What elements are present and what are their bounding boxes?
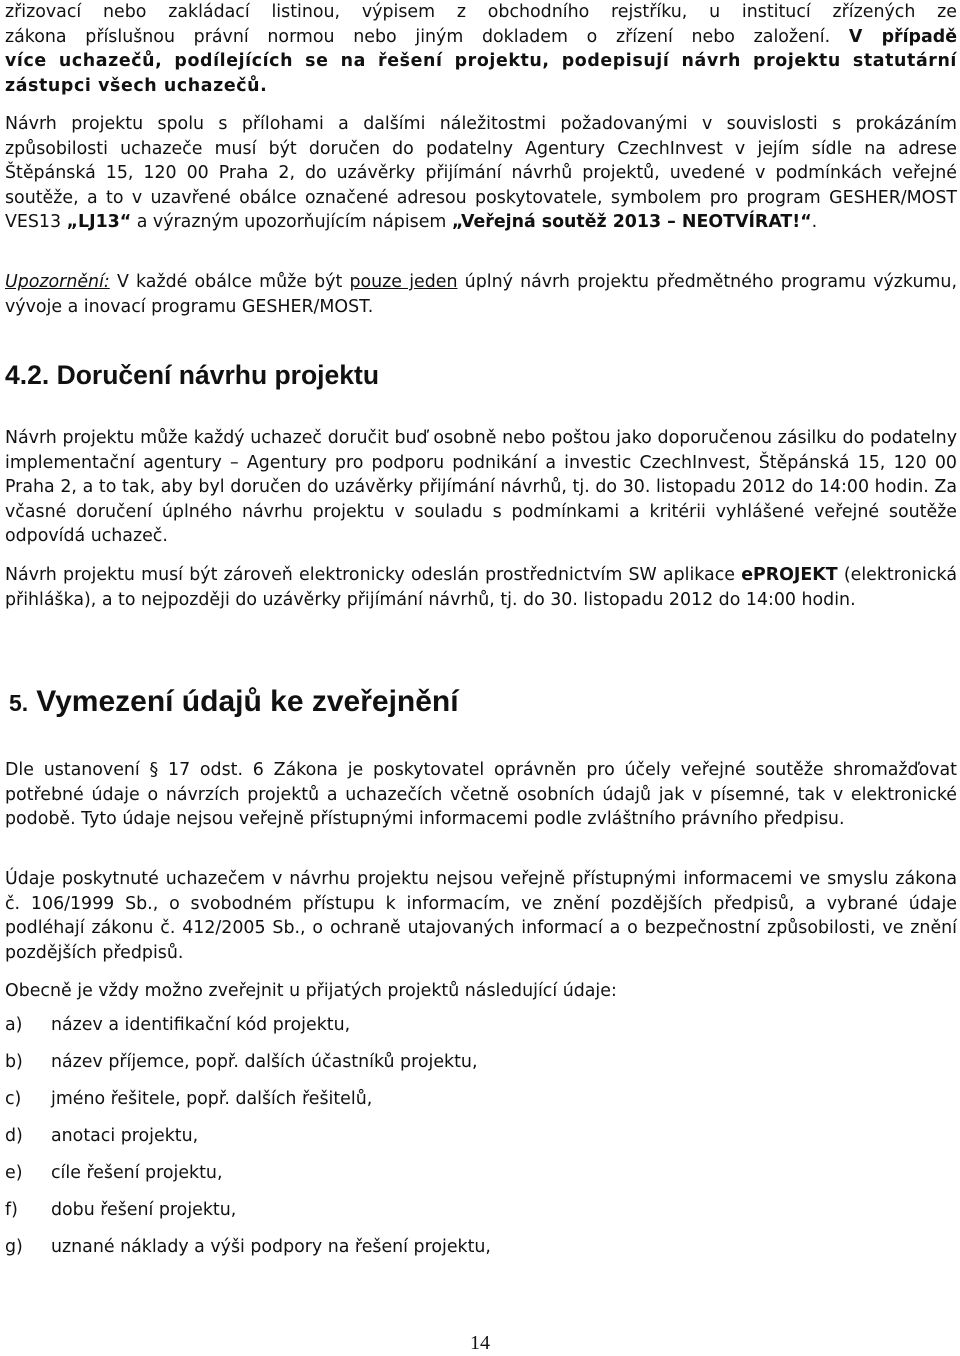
list-item-text: uznané náklady a výši podpory na řešení projektu, bbox=[51, 1237, 491, 1257]
list-item bbox=[5, 1235, 491, 1260]
list-item-text: dobu řešení projektu, bbox=[51, 1200, 237, 1220]
section-heading-5 bbox=[9, 682, 459, 719]
intro-bold-sentence: více uchazečů, podílejících se na řešení projektu, podepisují návrh projektu statutární zástupci všech uchazečů. bbox=[5, 51, 957, 96]
list-item bbox=[5, 1124, 198, 1149]
publication-paragraph-2: Údaje poskytnuté uchazečem v návrhu projektu nejsou veřejně přístupnými informacemi ve smyslu zákona č. 106/1999 Sb., o svobodném přístupu k informacím, ve znění pozdějších předpisů, a vybrané údaje podléhají zákonu č. 412/2005 Sb., o ochraně utajovaných informací a o bezpečnostní způsobilosti, ve znění pozdějších předpisů. bbox=[5, 869, 957, 963]
list-item-text: cíle řešení projektu, bbox=[51, 1163, 223, 1183]
intro-paragraph bbox=[5, 0, 957, 98]
list-item bbox=[5, 1013, 350, 1038]
intro-line-2-bold: V případě bbox=[848, 26, 957, 47]
intro-line-2: zákona příslušnou právní normou nebo jiným dokladem o zřízení nebo založení. bbox=[5, 26, 849, 47]
intro-line bbox=[5, 25, 957, 50]
list-item-label: c) bbox=[5, 1089, 22, 1109]
page-number: 14 bbox=[470, 1332, 490, 1354]
list-item-text: jméno řešitele, popř. dalších řešitelů, bbox=[51, 1089, 373, 1109]
list-item-label: b) bbox=[5, 1052, 23, 1072]
app-name: ePROJEKT bbox=[741, 565, 838, 585]
publication-paragraph-3: Obecně je vždy možno zveřejnit u přijatých projektů následující údaje: bbox=[5, 981, 617, 1001]
electronic-text: Návrh projektu musí být zároveň elektronicky odeslán prostřednictvím SW aplikace bbox=[5, 565, 742, 585]
list-item-label: a) bbox=[5, 1015, 23, 1035]
intro-line bbox=[5, 0, 957, 25]
warning-label: Upozornění: bbox=[5, 272, 110, 292]
warning-text-2: úplný návrh projektu předmětného programu výzkumu, vývoje a inovací programu GESHER/MOST. bbox=[5, 272, 957, 317]
section-heading-4-2: 4.2. Doručení návrhu projektu bbox=[5, 360, 380, 390]
list-item-label: g) bbox=[5, 1237, 23, 1257]
list-item bbox=[5, 1161, 222, 1186]
submission-text: Návrh projektu spolu s přílohami a dalšími náležitostmi požadovanými v souvislosti s prokázáním způsobilosti uchazeče musí být doručen do podatelny Agentury CzechInvest v jejím sídle na adrese Štěpánská 15, 120 00 Praha 2, do uzávěrky přijímání návrhů projektů, uvedené v podmínkách veřejné soutěže, a to v uzavřené obálce označené adresou poskytovatele, symbolem pro program GESHER/MOST VES13 bbox=[5, 114, 957, 232]
electronic-submission-paragraph bbox=[5, 563, 957, 612]
warning-emphasis: pouze jeden bbox=[349, 272, 458, 292]
list-item-text: název a identifikační kód projektu, bbox=[51, 1015, 351, 1035]
list-item-label: e) bbox=[5, 1163, 23, 1183]
program-symbol: „LJ13“ bbox=[66, 212, 132, 232]
list-item bbox=[5, 1198, 236, 1223]
list-item bbox=[5, 1087, 372, 1112]
list-item-label: d) bbox=[5, 1126, 23, 1146]
publication-paragraph-1: Dle ustanovení § 17 odst. 6 Zákona je poskytovatel oprávněn pro účely veřejné soutěže shromažďovat potřebné údaje o návrzích projektů a uchazečích včetně osobních údajů jak v písemné, tak v elektronické podobě. Tyto údaje nejsou veřejně přístupnými informacemi podle zvláštního právního předpisu. bbox=[5, 760, 957, 829]
submission-paragraph bbox=[5, 112, 957, 235]
electronic-text-2: (elektronická přihláška), a to nejpozději do uzávěrky přijímání návrhů, tj. do 30. listopadu 2012 do 14:00 hodin. bbox=[5, 565, 957, 610]
delivery-paragraph: Návrh projektu může každý uchazeč doručit buď osobně nebo poštou jako doporučenou zásilku do podatelny implementační agentury – Agentury pro podporu podnikání a investic CzechInvest, Štěpánská 15, 120 00 Praha 2, a to tak, aby byl doručen do uzávěrky přijímání návrhů, tj. do 30. listopadu 2012 do 14:00 hodin. Za včasné doručení úplného návrhu projektu v souladu s podmínkami a kritérii vyhlášené veřejné soutěže odpovídá uchazeč. bbox=[5, 428, 957, 546]
section-number: 5. bbox=[9, 690, 29, 716]
warning-paragraph bbox=[5, 270, 957, 319]
list-item-text: název příjemce, popř. dalších účastníků projektu, bbox=[51, 1052, 478, 1072]
intro-line-1: zřizovací nebo zakládací listinou, výpisem z obchodního rejstříku, u institucí zřízených ze bbox=[5, 2, 957, 22]
list-item-text: anotaci projektu, bbox=[51, 1126, 199, 1146]
warning-text: V každé obálce může být bbox=[109, 272, 350, 292]
submission-end: . bbox=[811, 212, 818, 232]
list-item bbox=[5, 1050, 477, 1075]
envelope-notice: „Veřejná soutěž 2013 – NEOTVÍRAT!“ bbox=[451, 212, 812, 232]
section-title: Vymezení údajů ke zveřejnění bbox=[36, 685, 459, 718]
list-item-label: f) bbox=[5, 1200, 18, 1220]
submission-text-2: a výrazným upozorňujícím nápisem bbox=[131, 212, 452, 232]
